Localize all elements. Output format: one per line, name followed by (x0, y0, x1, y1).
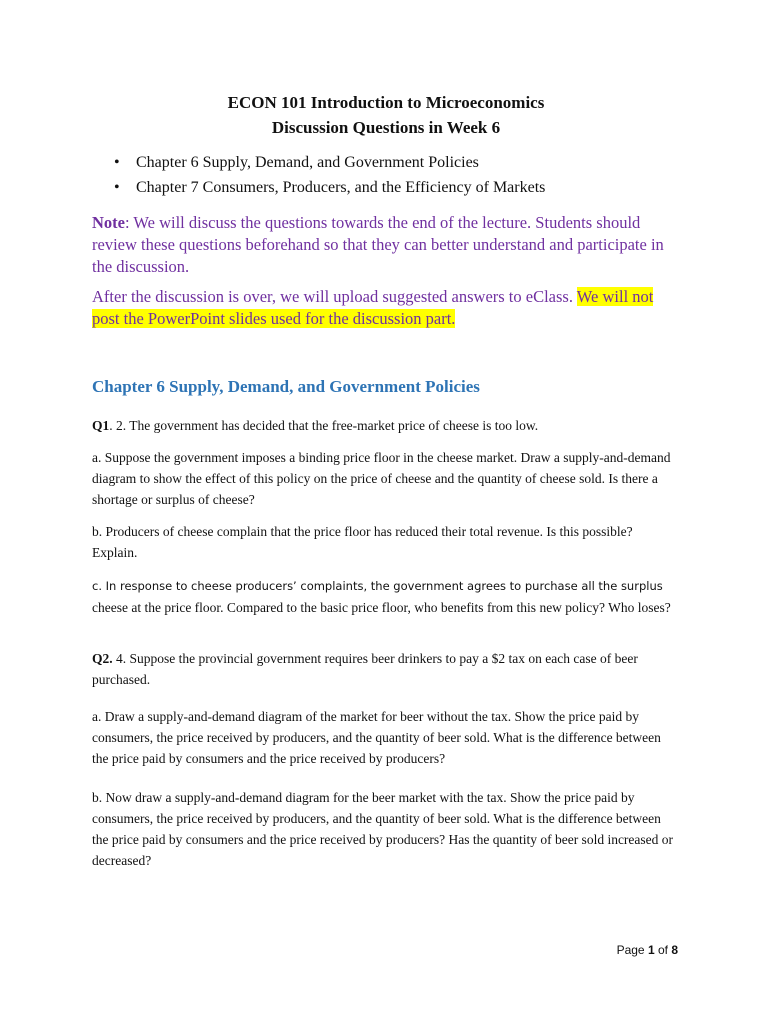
q2-label: Q2. (92, 651, 113, 666)
q1-part-c-sans: c. In response to cheese producers’ complaints, the government agrees to purchase all the surplus (92, 579, 663, 593)
chapter-bullet-list (92, 150, 680, 200)
page-title (92, 90, 680, 140)
bullet-chapter-7: • Chapter 7 Consumers, Producers, and the Efficiency of Markets (92, 175, 680, 200)
page-total: 8 (671, 943, 678, 957)
page-current: 1 (647, 943, 655, 957)
q2-part-b: b. Now draw a supply-and-demand diagram for the beer market with the tax. Show the price paid by consumers, the price received by producers, and the quantity of beer sold. What is the difference between the price paid by consumers and the price received by producers? Has the quantity of beer sold increased or decreased? (92, 790, 674, 868)
q1-part-c (92, 575, 680, 618)
page-middle: of (654, 943, 672, 957)
q1-intro-text: . 2. The government has decided that the free-market price of cheese is too low. (109, 418, 539, 433)
page-prefix: Page (616, 943, 648, 957)
q2-part-a: a. Draw a supply-and-demand diagram of the market for beer without the tax. Show the price paid by consumers, the price received by producers, and the quantity of beer sold. What is the difference between the price paid by consumers and the price received by producers? (92, 709, 661, 766)
title-line-1: ECON 101 Introduction to Microeconomics (227, 93, 545, 112)
q1-part-b: b. Producers of cheese complain that the price floor has reduced their total revenue. Is this possible? Explain. (92, 524, 633, 560)
q1-intro (92, 415, 680, 436)
q2-intro-text: 4. Suppose the provincial government requires beer drinkers to pay a $2 tax on each case of beer purchased. (92, 651, 638, 687)
note-paragraph (92, 212, 680, 278)
page-number (617, 943, 678, 957)
highlighted-text: We will not post the PowerPoint slides used for the discussion part. (92, 287, 654, 328)
note-label: Note (92, 213, 125, 232)
q1-label: Q1 (92, 418, 110, 433)
q1-part-a: a. Suppose the government imposes a binding price floor in the cheese market. Draw a supply-and-demand diagram to show the effect of this policy on the price of cheese and the quantity of cheese sold. Is there a shortage or surplus of cheese? (92, 450, 671, 507)
after-text: After the discussion is over, we will upload suggested answers to eClass. (92, 287, 577, 306)
after-discussion-paragraph (92, 286, 680, 330)
section-heading: Chapter 6 Supply, Demand, and Government Policies (92, 377, 480, 396)
title-line-2: Discussion Questions in Week 6 (271, 118, 501, 137)
bullet-chapter-6: • Chapter 6 Supply, Demand, and Government Policies (92, 150, 680, 175)
note-text: : We will discuss the questions towards the end of the lecture. Students should review these questions beforehand so that they can better understand and participate in the discussion. (92, 213, 664, 276)
q2-intro (92, 648, 680, 690)
q1-part-c-rest: cheese at the price floor. Compared to the basic price floor, who benefits from this new policy? Who loses? (92, 600, 671, 615)
